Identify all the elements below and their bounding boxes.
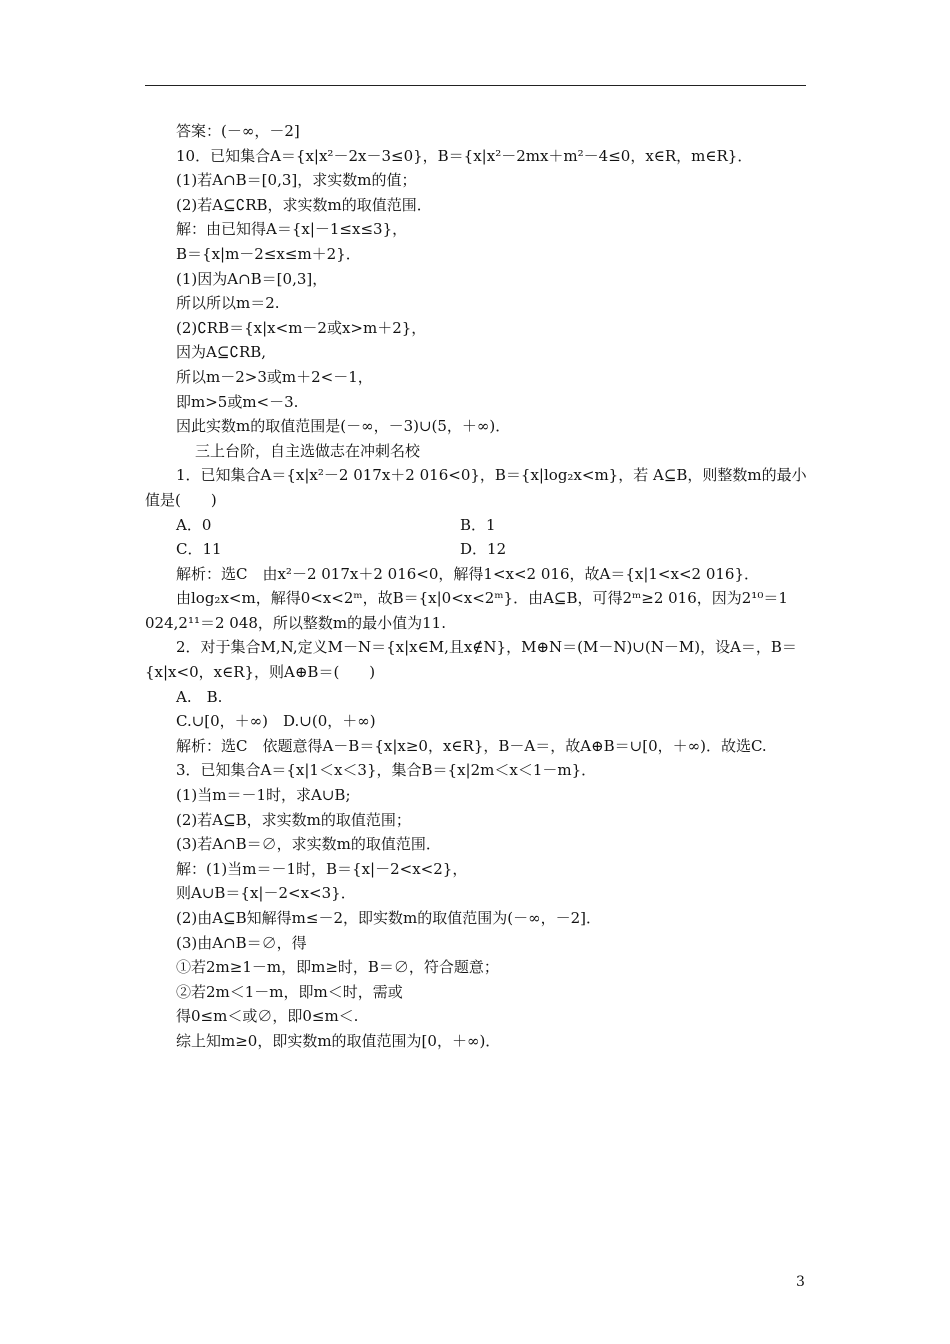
text-line: 三上台阶，自主选做志在冲刺名校 xyxy=(195,441,421,460)
text-line: (3)若A∩B＝∅，求实数m的取值范围． xyxy=(176,835,441,854)
text-line: B＝{x|m－2≤x≤m＋2}． xyxy=(176,244,361,263)
text-line: 得0≤m＜或∅，即0≤m＜. xyxy=(176,1007,359,1026)
answer-choices-row xyxy=(145,537,810,562)
text-line: (3)由A∩B＝∅，得 xyxy=(176,933,307,952)
text-line: 因为A⊆∁RB, xyxy=(176,343,267,362)
text-line: {x|x<0，x∈R}，则A⊕B＝( ) xyxy=(145,663,376,682)
text-line: 答案：(－∞，－2] xyxy=(176,122,300,140)
answer-choice: C．11 xyxy=(176,540,222,559)
text-line: 解：(1)当m＝－1时，B＝{x|－2<x<2}， xyxy=(176,859,468,878)
answer-choice: D．12 xyxy=(460,540,507,559)
text-line: (1)因为A∩B＝[0,3]， xyxy=(176,269,328,288)
text-line: (2)由A⊆B知解得m≤－2，即实数m的取值范围为(－∞，－2]． xyxy=(176,909,601,927)
text-line: 1．已知集合A＝{x|x²－2 017x＋2 016<0}，B＝{x|log₂x<m}，若 A⊆B，则整数m的最小 xyxy=(176,466,807,485)
text-line: 10．已知集合A＝{x|x²－2x－3≤0}，B＝{x|x²－2mx＋m²－4≤0，x∈R，m∈R}． xyxy=(176,146,753,165)
text-line: 即m>5或m<－3. xyxy=(176,392,299,411)
text-line: (1)若A∩B＝[0,3]，求实数m的值； xyxy=(176,171,417,190)
text-line: 由log₂x<m，解得0<x<2ᵐ，故B＝{x|0<x<2ᵐ}．由A⊆B，可得2ᵐ≥2 016，因为2¹⁰＝1 xyxy=(176,589,788,608)
text-line: 因此实数m的取值范围是(－∞，－3)∪(5，＋∞)． xyxy=(176,417,511,436)
text-line: 3．已知集合A＝{x|1＜x＜3}，集合B＝{x|2m＜x＜1－m}． xyxy=(176,761,597,780)
answer-choices-row xyxy=(145,513,810,538)
text-line: ②若2m＜1－m，即m＜时，需或 xyxy=(176,982,403,1001)
header-rule xyxy=(145,85,806,86)
text-line: 值是( ) xyxy=(145,490,217,509)
text-line: 综上知m≥0，即实数m的取值范围为[0，＋∞)． xyxy=(176,1031,501,1050)
text-line: C.∪[0，＋∞) D.∪(0，＋∞) xyxy=(176,712,376,731)
document-body xyxy=(145,119,810,1054)
text-line: 024,2¹¹＝2 048，所以整数m的最小值为11. xyxy=(145,613,446,632)
page-number: 3 xyxy=(796,1274,805,1290)
text-line: 所以所以m＝2. xyxy=(176,294,280,313)
text-line: (2)∁RB＝{x|x<m－2或x>m＋2}， xyxy=(176,318,427,337)
text-line: ①若2m≥1－m，即m≥时，B＝∅，符合题意； xyxy=(176,958,499,977)
text-line: (2)若A⊆B，求实数m的取值范围； xyxy=(176,810,411,829)
text-line: 解：由已知得A＝{x|－1≤x≤3}， xyxy=(176,220,408,239)
text-line: 2．对于集合M,N,定义M－N＝{x|x∈M,且x∉N}，M⊕N＝(M－N)∪(N－M)，设A＝，B＝ xyxy=(176,638,797,657)
text-line: 所以m－2>3或m＋2<－1， xyxy=(176,367,373,386)
text-line: 解析：选C 由x²－2 017x＋2 016<0，解得1<x<2 016，故A＝{x|1<x<2 016}． xyxy=(176,564,760,583)
text-line: (1)当m＝－1时，求A∪B; xyxy=(176,786,351,805)
answer-choice: A．0 xyxy=(176,515,212,534)
text-line: 解析：选C 依题意得A－B＝{x|x≥0，x∈R}，B－A＝，故A⊕B＝∪[0，＋∞)．故选C. xyxy=(176,736,767,755)
text-line: (2)若A⊆∁RB，求实数m的取值范围． xyxy=(176,195,432,214)
answer-choice: B．1 xyxy=(460,515,496,534)
text-line: 则A∪B＝{x|－2<x<3}． xyxy=(176,884,356,903)
text-line: A. B. xyxy=(176,687,223,706)
